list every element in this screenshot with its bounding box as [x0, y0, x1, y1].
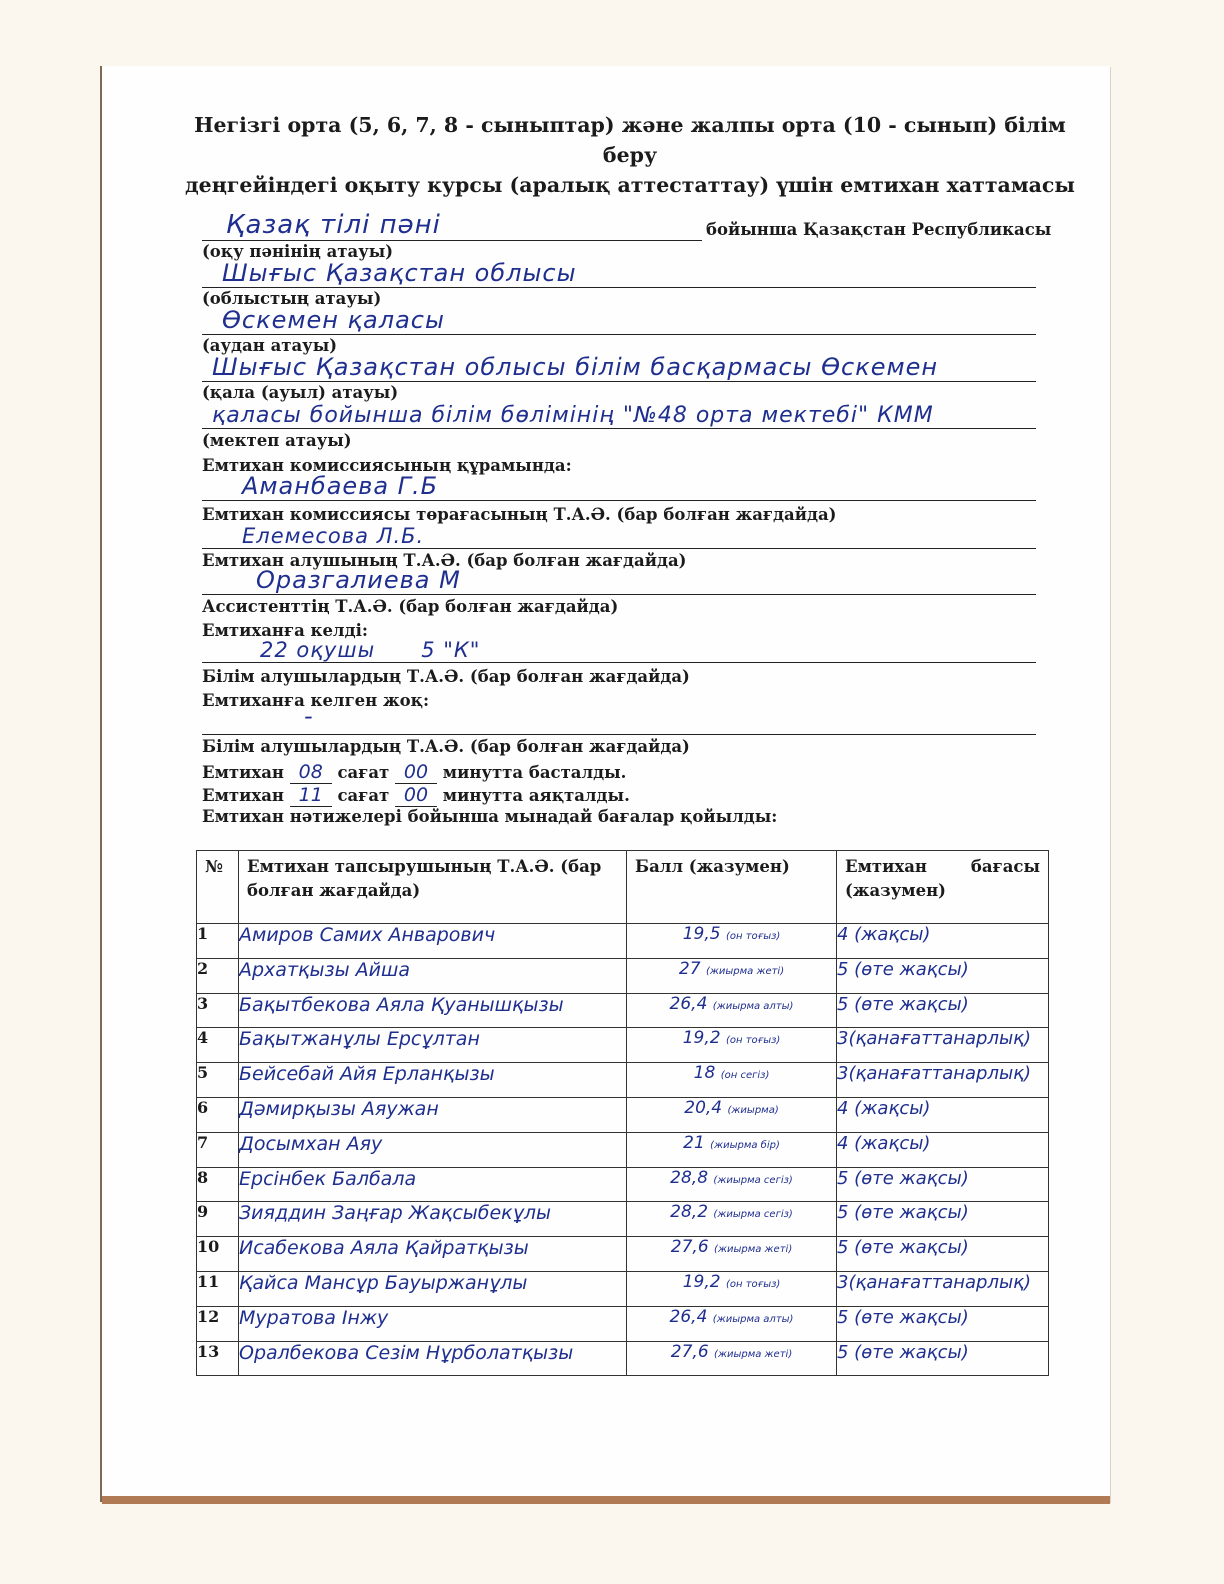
row-grade: 4 (жақсы) [837, 1097, 1049, 1132]
row-name: Исабекова Аяла Қайратқызы [239, 1237, 627, 1272]
row-num: 5 [197, 1063, 239, 1098]
row-grade: 5 (өте жақсы) [837, 1306, 1049, 1341]
row-score [627, 1167, 837, 1202]
row-score-number: 19,5 [682, 924, 721, 944]
assistant-field [202, 564, 1036, 595]
region-value: Шығыс Қазақстан облысы [222, 259, 577, 287]
row-score-number: 27,6 [670, 1237, 709, 1258]
row-score-words: (жиырма) [727, 1104, 779, 1116]
row-num: 13 [197, 1341, 239, 1376]
row-score-number: 27,6 [670, 1341, 709, 1362]
absent-field [202, 704, 1036, 735]
header-grade-a: Емтихан [845, 857, 927, 876]
start-hour: 08 [290, 761, 332, 784]
row-score-words: (он тоғыз) [725, 1035, 781, 1047]
row-name: Бейсебай Айя Ерланқызы [239, 1063, 627, 1098]
row-score-words: (он тоғыз) [725, 931, 781, 942]
city-field [202, 351, 1036, 382]
table-row [197, 1306, 1049, 1341]
absent-value: - [304, 702, 314, 730]
row-score-words: (жиырма бір) [710, 1139, 780, 1151]
table-row [197, 1271, 1049, 1306]
row-name: Досымхан Аяу [239, 1132, 627, 1167]
row-name: Муратова Інжу [239, 1306, 627, 1341]
row-grade: 5 (өте жақсы) [837, 1341, 1049, 1376]
subject-suffix: бойынша Қазақстан Республикасы [706, 220, 1052, 239]
row-grade: 5 (өте жақсы) [837, 958, 1049, 993]
row-score-words: (жиырма алты) [712, 1313, 794, 1325]
start-prefix: Емтихан [202, 763, 284, 782]
examiner-field [202, 518, 1036, 549]
city-label: (қала (ауыл) атауы) [202, 383, 399, 402]
table-row [197, 1063, 1049, 1098]
end-minute: 00 [395, 784, 437, 807]
row-score [627, 1097, 837, 1132]
commission-chair-label: Емтихан комиссиясы төрағасының Т.А.Ә. (бар болған жағдайда) [202, 505, 837, 524]
table-row [197, 1028, 1049, 1063]
region-field [202, 257, 1036, 288]
row-grade: 3(қанағаттанарлық) [837, 1063, 1049, 1098]
row-num: 11 [197, 1271, 239, 1306]
row-score-words: (жиырма жеті) [714, 1348, 793, 1360]
table-header-row [197, 851, 1049, 924]
paper-bottom-edge [102, 1496, 1110, 1504]
results-table [196, 850, 1049, 1376]
row-score-number: 20,4 [684, 1097, 723, 1118]
table-row [197, 924, 1049, 959]
row-num: 10 [197, 1237, 239, 1272]
attended-label: Емтиханға келді: [202, 621, 368, 640]
row-score [627, 1271, 837, 1306]
table-row [197, 1132, 1049, 1167]
subject-value: Қазақ тілі пәні [226, 210, 441, 240]
attended-names-label: Білім алушылардың Т.А.Ә. (бар болған жағдайда) [202, 667, 690, 686]
attended-field [202, 632, 1036, 663]
commission-label: Емтихан комиссиясының құрамында: [202, 456, 572, 475]
row-score-words: (жиырма сегіз) [713, 1174, 793, 1186]
start-minute: 00 [395, 761, 437, 784]
assistant-label: Ассистенттің Т.А.Ә. (бар болған жағдайда) [202, 597, 619, 616]
row-name: Ерсінбек Балбала [239, 1167, 627, 1202]
row-score [627, 1237, 837, 1272]
row-grade: 4 (жақсы) [837, 1132, 1049, 1167]
row-score-number: 19,2 [682, 1271, 721, 1292]
row-score [627, 958, 837, 993]
results-body [197, 924, 1049, 1376]
row-score-number: 28,8 [670, 1167, 709, 1188]
row-num: 12 [197, 1306, 239, 1341]
row-score-number: 28,2 [670, 1202, 709, 1223]
absent-label: Емтиханға келген жоқ: [202, 691, 430, 710]
row-name: Дәмирқызы Аяужан [239, 1097, 627, 1132]
row-name: Амиров Самих Анварович [239, 924, 627, 959]
row-score-number: 21 [683, 1132, 705, 1153]
header-grade [837, 851, 1049, 924]
row-num: 4 [197, 1028, 239, 1063]
absent-names-label: Білім алушылардың Т.А.Ә. (бар болған жағдайда) [202, 737, 690, 756]
row-num: 6 [197, 1097, 239, 1132]
row-score [627, 1063, 837, 1098]
table-row [197, 1341, 1049, 1376]
row-score-words: (жиырма алты) [712, 1000, 794, 1012]
city-value: Шығыс Қазақстан облысы білім басқармасы Өскемен [212, 353, 939, 381]
start-time-line [202, 761, 626, 784]
row-score-number: 26,4 [669, 1306, 708, 1327]
row-score [627, 1132, 837, 1167]
row-score [627, 1202, 837, 1237]
row-score-number: 26,4 [669, 993, 708, 1014]
subject-field [202, 210, 702, 241]
start-mid: сағат [337, 763, 390, 782]
title-line-2: деңгейіндегі оқыту курсы (аралық аттестаттау) үшін емтихан хаттамасы [185, 173, 1075, 197]
table-row [197, 1237, 1049, 1272]
header-grade-b: бағасы [970, 857, 1040, 876]
row-num: 7 [197, 1132, 239, 1167]
end-suffix: минутта аяқталды. [442, 786, 630, 805]
row-num: 2 [197, 958, 239, 993]
row-score [627, 993, 837, 1028]
district-field [202, 304, 1036, 335]
row-score-number: 19,2 [682, 1028, 721, 1049]
row-num: 1 [197, 924, 239, 959]
header-name: Емтихан тапсырушының Т.А.Ә. (бар болған жағдайда) [239, 851, 627, 924]
title-line-1: Негізгі орта (5, 6, 7, 8 - сыныптар) және жалпы орта (10 - сынып) білім беру [194, 113, 1066, 167]
row-name: Бақытбекова Аяла Қуанышқызы [239, 993, 627, 1028]
commission-value: Аманбаева Г.Б [242, 472, 439, 500]
commission-field [202, 470, 1036, 501]
table-row [197, 1167, 1049, 1202]
row-grade: 3(қанағаттанарлық) [837, 1028, 1049, 1063]
school-label: (мектеп атауы) [202, 431, 352, 450]
row-grade: 4 (жақсы) [837, 924, 1049, 959]
region-label: (облыстың атауы) [202, 289, 382, 308]
start-suffix: минутта басталды. [442, 763, 627, 782]
school-field [202, 398, 1036, 429]
row-score-number: 27 [678, 958, 701, 979]
row-score-words: (жиырма сегіз) [713, 1209, 793, 1221]
row-grade: 5 (өте жақсы) [837, 1167, 1049, 1202]
row-score-words: (жиырма жеті) [714, 1244, 793, 1256]
examiner-value: Елемесова Л.Б. [242, 524, 425, 548]
row-score-number: 18 [693, 1063, 716, 1084]
subject-label: (оқу пәнінің атауы) [202, 242, 394, 261]
end-prefix: Емтихан [202, 786, 284, 805]
row-name: Зияддин Заңғар Жақсыбекұлы [239, 1202, 627, 1237]
examiner-label: Емтихан алушының Т.А.Ә. (бар болған жағдайда) [202, 551, 687, 570]
row-num: 9 [197, 1202, 239, 1237]
row-score-words: (он сегіз) [720, 1070, 770, 1082]
district-label: (аудан атауы) [202, 336, 338, 355]
row-grade: 5 (өте жақсы) [837, 1237, 1049, 1272]
row-name: Қайса Мансұр Бауыржанұлы [239, 1271, 627, 1306]
row-score [627, 1306, 837, 1341]
document-title [180, 110, 1080, 200]
end-mid: сағат [337, 786, 390, 805]
row-grade: 5 (өте жақсы) [837, 1202, 1049, 1237]
header-grade-c: (жазумен) [845, 881, 946, 900]
attended-value: 22 оқушы 5 "К" [260, 638, 481, 662]
row-score [627, 1028, 837, 1063]
table-row [197, 958, 1049, 993]
district-value: Өскемен қаласы [222, 306, 445, 334]
table-row [197, 1097, 1049, 1132]
row-num: 8 [197, 1167, 239, 1202]
assistant-value: Оразгалиева М [256, 566, 461, 594]
row-num: 3 [197, 993, 239, 1028]
school-value: қаласы бойынша білім бөлімінің "№48 орта мектебі" КММ [212, 403, 934, 428]
table-row [197, 1202, 1049, 1237]
row-score [627, 924, 837, 959]
row-grade: 3(қанағаттанарлық) [837, 1271, 1049, 1306]
row-name: Оралбекова Сезім Нұрболатқызы [239, 1341, 627, 1376]
header-num: № [197, 851, 239, 924]
row-grade: 5 (өте жақсы) [837, 993, 1049, 1028]
end-time-line [202, 784, 630, 807]
row-name: Бақытжанұлы Ерсұлтан [239, 1028, 627, 1063]
row-score-words: (он тоғыз) [725, 1278, 781, 1290]
table-row [197, 993, 1049, 1028]
results-intro: Емтихан нәтижелері бойынша мынадай бағалар қойылды: [202, 807, 778, 826]
row-score-words: (жиырма жеті) [705, 965, 785, 977]
row-score [627, 1341, 837, 1376]
end-hour: 11 [290, 784, 332, 807]
header-score: Балл (жазумен) [627, 851, 837, 924]
row-name: Архатқызы Айша [239, 958, 627, 993]
